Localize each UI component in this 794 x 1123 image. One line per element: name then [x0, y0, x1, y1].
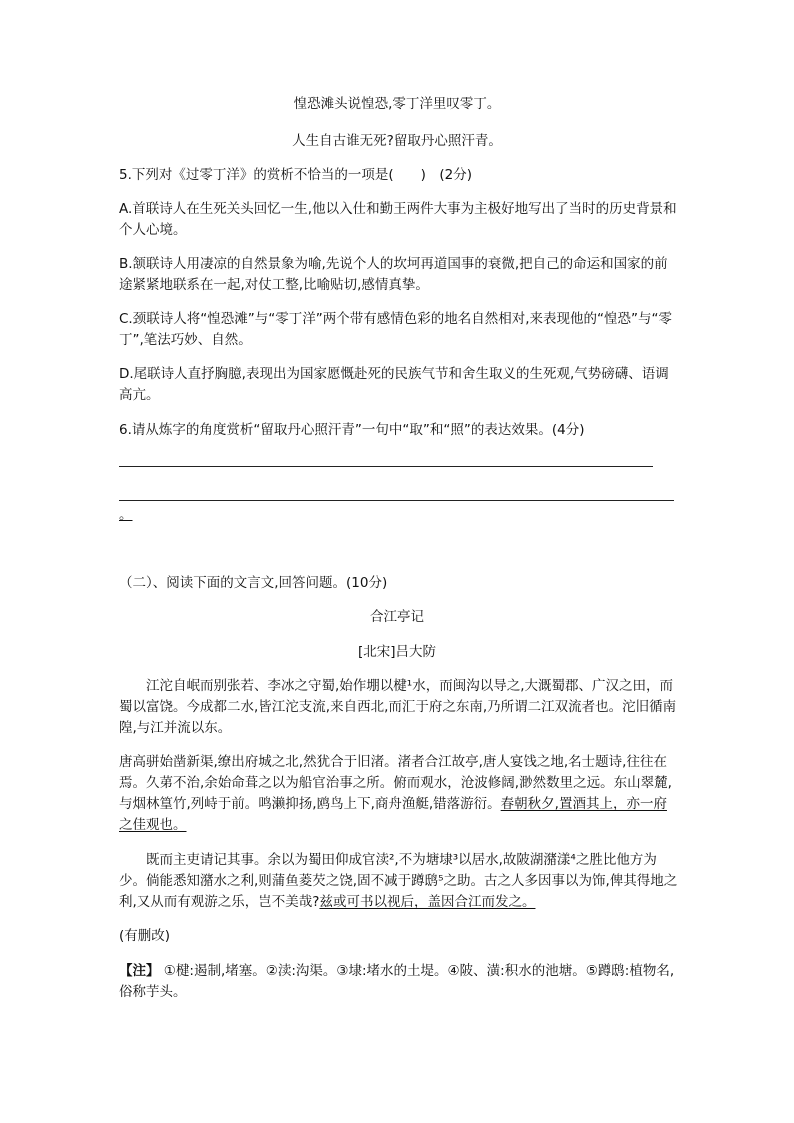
- question-5-option-c: C.颈联诗人将“惶恐滩”与“零丁洋”两个带有感情色彩的地名自然相对,来表现他的“惶恐”与“零丁”,笔法巧妙、自然。: [119, 311, 672, 348]
- essay-paragraph-3-text: 既而主吏请记其事。余以为蜀田仰成官渎²,不为塘埭³以居水,故陂湖潴漾⁴之胜比他方为少。倘能悉知潴水之利,则蒲鱼菱芡之饶,固不减于蹲鸱⁵之助。古之人多因事以为饰,俾其得地之利,又从而有观游之乐，岂不美哉?: [119, 852, 678, 910]
- essay-paragraph-2: [119, 752, 679, 836]
- question-5-stem: 5.下列对《过零丁洋》的赏析不恰当的一项是( ) (2分): [119, 167, 473, 183]
- poem-line-2: 人生自古谁无死?留取丹心照汗青。: [292, 133, 502, 149]
- essay-paragraph-1: 江沱自岷而别张若、李冰之守蜀,始作堋以楗¹水，而闽沟以导之,大溉蜀郡、广汉之田，而蜀以富饶。今成都二水,皆江沱支流,来自西北,而汇于府之东南,乃所谓二江双流者也。沱旧循南隍,与江并流以东。: [119, 678, 677, 736]
- essay-paragraph-3: [119, 850, 679, 913]
- footnotes: [119, 961, 679, 1003]
- answer-end-mark: 。: [119, 507, 133, 523]
- underlined-sentence-1: 春朝秋夕,置酒其上，亦一府之佳观也。: [119, 796, 667, 833]
- section-2-heading: （二）、阅读下面的文言文,回答问题。(10分): [119, 575, 388, 591]
- essay-title: 合江亭记: [370, 609, 424, 625]
- poem-line-1: 惶恐滩头说惶恐,零丁洋里叹零丁。: [293, 96, 501, 112]
- question-5-option-d: D.尾联诗人直抒胸臆,表现出为国家愿慨赴死的民族气节和舍生取义的生死观,气势磅礴、语调高亢。: [119, 366, 669, 403]
- essay-author: [北宋]吕大防: [357, 644, 437, 660]
- footnotes-text: ①楗:遏制,堵塞。②渎:沟渠。③埭:堵水的土堤。④陂、潢:积水的池塘。⑤蹲鸱:植物名,俗称芋头。: [119, 963, 675, 1000]
- answer-line-2[interactable]: [119, 500, 674, 501]
- question-5-option-b: B.颔联诗人用凄凉的自然景象为喻,先说个人的坎坷再道国事的衰微,把自己的命运和国家的前途紧紧地联系在一起,对仗工整,比喻贴切,感情真挚。: [119, 256, 668, 293]
- answer-line-1[interactable]: [119, 466, 653, 467]
- question-6-stem: 6.请从炼字的角度赏析“留取丹心照汗青”一句中“取”和“照”的表达效果。(4分): [119, 422, 585, 438]
- question-5-option-a: A.首联诗人在生死关头回忆一生,他以入仕和勤王两件大事为主极好地写出了当时的历史背景和个人心境。: [119, 201, 677, 238]
- essay-paragraph-2-text: 唐高骈始凿新渠,缭出府城之北,然犹合于旧渚。渚者合江故亭,唐人宴饯之地,名士题诗,往往在焉。久苐不治,余始命葺之以为船官治事之所。俯而观水，沧波修阔,渺然数里之远。东山翠麓,与烟林篁竹,列峙于前。鸣濑抑扬,鸥鸟上下,商舟渔艇,错落游衍。: [119, 754, 672, 812]
- source-note: (有删改): [119, 928, 171, 944]
- footnotes-label: 【注】: [119, 963, 160, 979]
- underlined-sentence-2: 兹或可书以视后，盖因合江而发之。: [319, 894, 536, 910]
